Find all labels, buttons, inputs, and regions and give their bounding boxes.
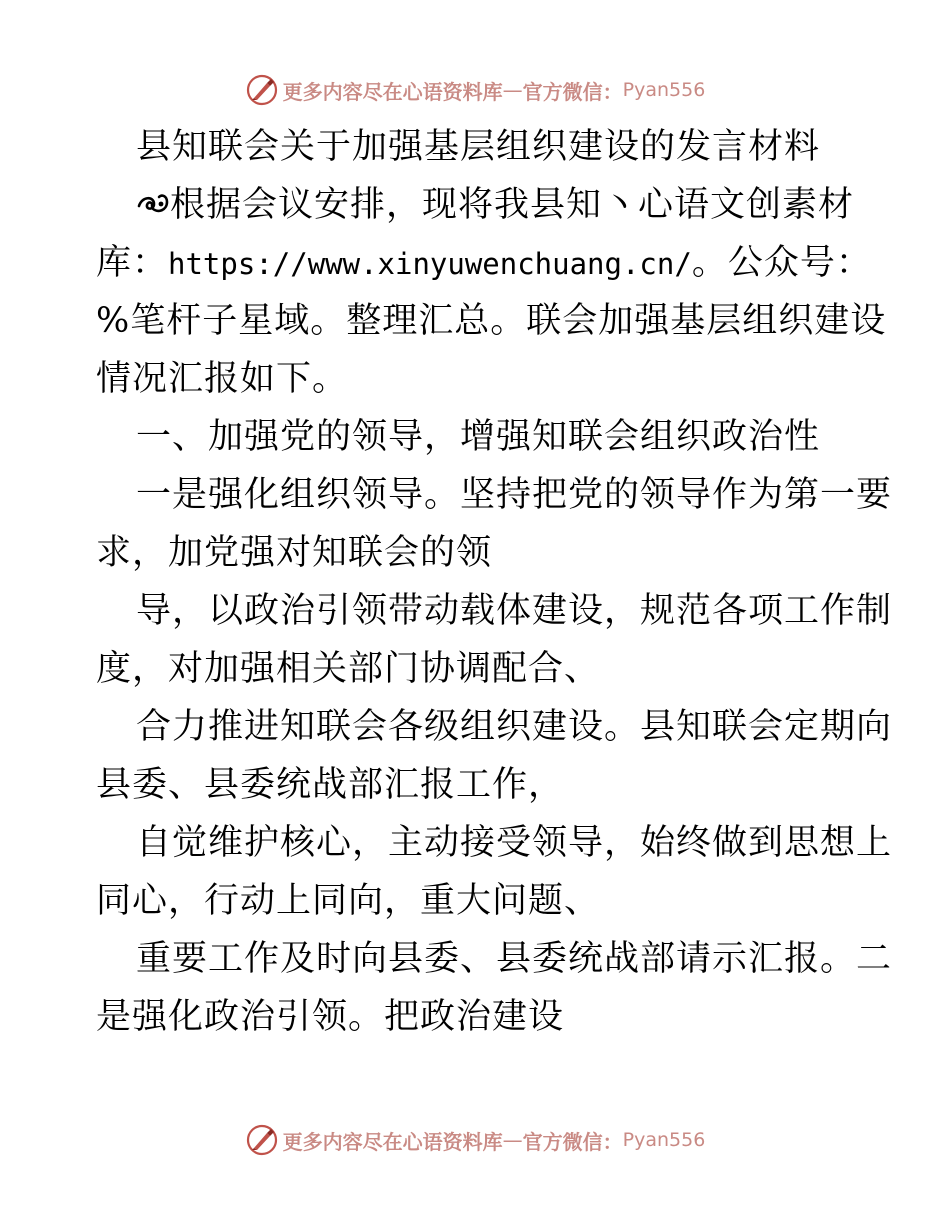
banner-wechat-label: 官方微信：	[522, 79, 623, 104]
document-title: 县知联会关于加强基层组织建设的发言材料	[136, 127, 821, 167]
text-line: 根据会议安排，现将我县知丶心语文创素材	[96, 176, 856, 234]
banner-main-text: 更多内容尽在心语资料库	[282, 1129, 503, 1154]
banner-wechat-id: Pyan556	[622, 1129, 706, 1151]
text-line: 度，对加强相关部门协调配合、	[96, 649, 601, 689]
banner-dash: —	[502, 1128, 523, 1152]
text-line: 重要工作及时向县委、县委统战部请示汇报。二	[136, 939, 893, 979]
pen-logo-icon	[245, 1123, 279, 1157]
banner-wechat-label: 官方微信：	[522, 1129, 623, 1154]
text-line: 自觉维护核心，主动接受领导，始终做到思想上	[136, 823, 893, 863]
text-line: 库：https://www.xinyuwenchuang.cn/。公众号：	[96, 243, 872, 283]
banner-wechat-id: Pyan556	[622, 79, 706, 101]
section-heading: 一、加强党的领导，增强知联会组织政治性	[136, 417, 821, 457]
banner-dash: —	[502, 78, 523, 102]
text-line: 合力推进知联会各级组织建设。县知联会定期向	[136, 707, 893, 747]
text-line: 同心，行动上同向，重大问题、	[96, 881, 601, 921]
pen-logo-icon	[245, 73, 279, 107]
footer-banner	[0, 1118, 950, 1162]
url-text: https://www.xinyuwenchuang.cn/	[168, 247, 692, 281]
text-line: 求，加党强对知联会的领	[96, 533, 493, 573]
text-line: 情况汇报如下。	[96, 359, 349, 399]
text-line: 导，以政治引领带动载体建设，规范各项工作制	[136, 591, 893, 631]
swirl-ornament-icon	[136, 188, 170, 218]
document-body	[96, 118, 893, 1046]
text-line: %笔杆子星域。整理汇总。联会加强基层组织建设	[96, 301, 887, 341]
header-banner	[0, 68, 950, 112]
text-line: 是强化政治引领。把政治建设	[96, 997, 565, 1037]
text-line: 县委、县委统战部汇报工作，	[96, 765, 565, 805]
banner-main-text: 更多内容尽在心语资料库	[282, 79, 503, 104]
text-line: 一是强化组织领导。坚持把党的领导作为第一要	[136, 475, 893, 515]
